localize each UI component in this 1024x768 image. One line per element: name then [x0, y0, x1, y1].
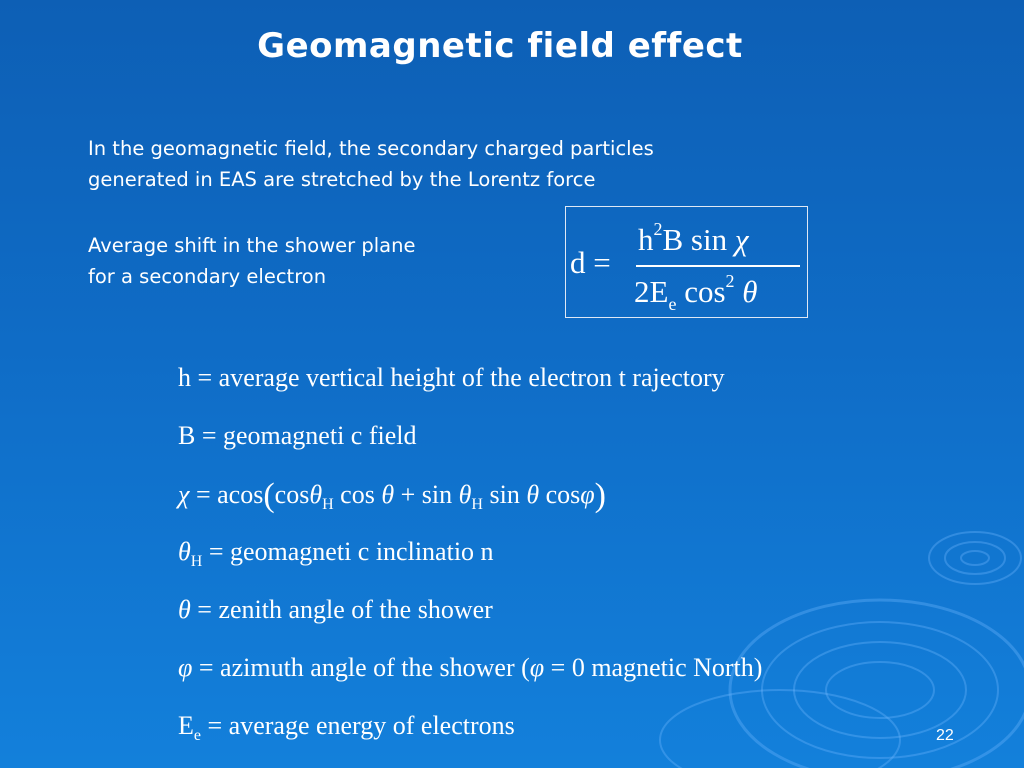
page-number: 22: [936, 727, 954, 744]
theta-text: = zenith angle of the shower: [190, 595, 493, 624]
den-exponent: 2: [725, 271, 735, 291]
theta-symbol: θ: [178, 595, 191, 624]
num-rest: B sin: [662, 222, 735, 257]
den-subscript: e: [668, 294, 677, 314]
chi-phi: φ: [580, 480, 595, 509]
chi-part-2: cos: [333, 480, 382, 509]
chi-theta-1: θ: [309, 480, 323, 509]
definition-ee: [178, 711, 515, 745]
formula-lhs: d =: [570, 245, 611, 280]
den-theta: θ: [734, 274, 758, 309]
den-a: 2E: [634, 274, 669, 309]
definition-h: h = average vertical height of the electron t rajectory: [178, 363, 725, 392]
phi-text-2: = 0 magnetic North): [544, 653, 763, 682]
den-cos: cos: [676, 274, 726, 309]
chi-theta-3: θ: [458, 480, 472, 509]
definition-b: B = geomagneti c field: [178, 421, 417, 450]
num-h: h: [638, 222, 654, 257]
ee-text: = average energy of electrons: [201, 711, 515, 740]
definition-phi: [178, 653, 762, 683]
slide-title: Geomagnetic field effect: [257, 26, 743, 66]
shift-description: [88, 230, 528, 292]
ee-subscript: e: [193, 727, 201, 744]
intro-line-2: generated in EAS are stretched by the Lorentz force: [88, 168, 596, 191]
phi-text-1: = azimuth angle of the shower (: [192, 653, 530, 682]
chi-part-1: cos: [274, 480, 310, 509]
shift-formula-box: [565, 206, 808, 318]
definition-chi: [178, 477, 606, 515]
chi-part-4: sin: [482, 480, 527, 509]
chi-eq: = acos: [189, 480, 264, 509]
intro-line-1: In the geomagnetic field, the secondary charged particles: [88, 137, 654, 160]
chi-part-5: cos: [539, 480, 581, 509]
intro-text: [88, 133, 808, 195]
phi-symbol: φ: [178, 653, 193, 682]
definition-theta: [178, 595, 493, 625]
chi-sub-h-2: H: [471, 496, 483, 513]
phi-symbol-2: φ: [529, 653, 545, 682]
formula-denominator: [634, 271, 758, 315]
chi-theta-4: θ: [526, 480, 540, 509]
chi-close-paren: ): [594, 477, 606, 514]
shift-line-2: for a secondary electron: [88, 265, 327, 288]
chi-open-paren: (: [263, 477, 275, 514]
chi-symbol: χ: [178, 480, 190, 509]
chi-sub-h-1: H: [322, 496, 334, 513]
theta-h-text: = geomagneti c inclinatio n: [202, 537, 494, 566]
ee-symbol: E: [178, 711, 194, 740]
theta-h-symbol: θ: [178, 537, 191, 566]
theta-h-subscript: H: [190, 553, 203, 570]
shift-line-1: Average shift in the shower plane: [88, 234, 416, 257]
num-chi: χ: [734, 222, 749, 257]
num-exponent: 2: [653, 219, 663, 239]
chi-part-3: + sin: [394, 480, 459, 509]
chi-theta-2: θ: [381, 480, 395, 509]
formula-numerator: [638, 219, 749, 258]
definition-theta-h: [178, 537, 494, 571]
fraction-bar: [636, 265, 800, 267]
